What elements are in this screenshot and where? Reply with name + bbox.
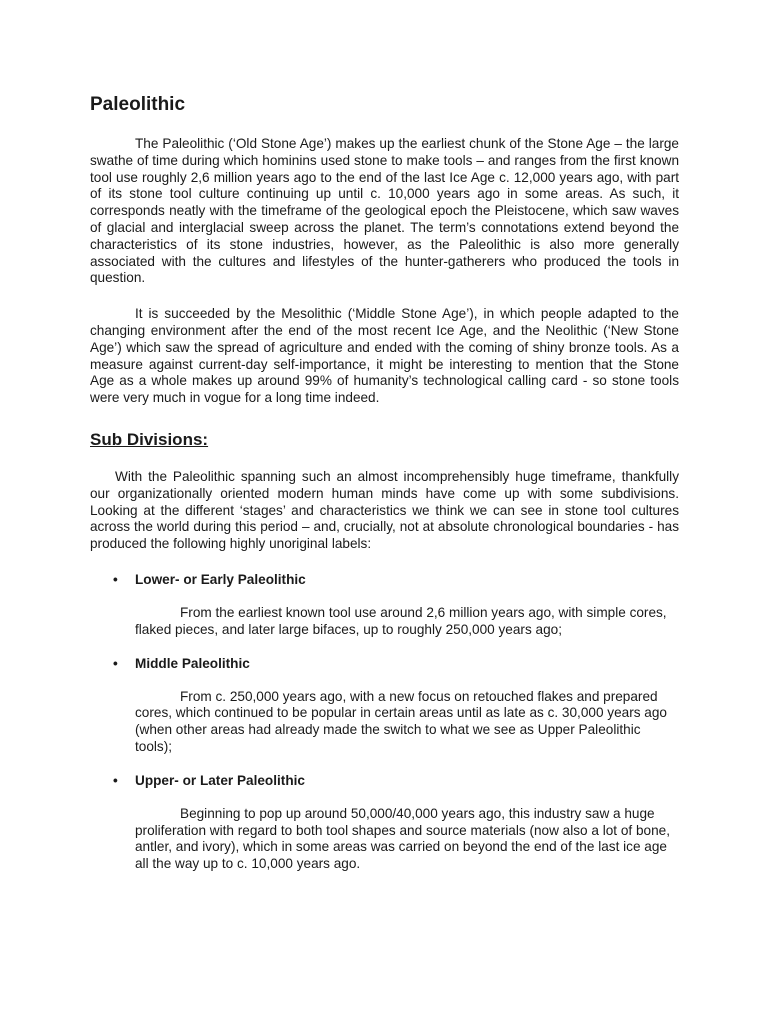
subdivision-list (90, 571, 679, 873)
list-item (90, 655, 679, 756)
subdivision-name: Lower- or Early Paleolithic (135, 571, 306, 587)
document-title: Paleolithic (90, 94, 186, 115)
subdivision-name: Middle Paleolithic (135, 655, 250, 671)
list-item (90, 571, 679, 639)
section-heading: Sub Divisions: (90, 429, 209, 449)
subdivision-description: Beginning to pop up around 50,000/40,000 years ago, this industry saw a huge proliferation with regard to both tool shapes and source materials (now also a lot of bone, antler, and ivory), which in some areas was carried on beyond the end of the last ice age all the way up to c. 10,000 years ago. (135, 805, 670, 872)
body-paragraph: It is succeeded by the Mesolithic (‘Middle Stone Age’), in which people adapted to the changing environment after the end of the most recent Ice Age, and the Neolithic (‘New Stone Age’) which saw the spread of agriculture and ended with the coming of shiny bronze tools. As a measure against current-day self-importance, it might be interesting to mention that the Stone Age as a whole makes up around 99% of humanity’s technological calling card - so stone tools were very much in vogue for a long time indeed. (90, 306, 679, 406)
subdivision-description: From the earliest known tool use around 2,6 million years ago, with simple cores, flaked pieces, and later large bifaces, up to roughly 250,000 years ago; (135, 604, 667, 637)
body-paragraph: The Paleolithic (‘Old Stone Age’) makes up the earliest chunk of the Stone Age – the large swathe of time during which hominins used stone to make tools – and ranges from the first known tool use roughly 2,6 million years ago to the end of the last Ice Age c. 12,000 years ago, with part of its stone tool culture continuing up until c. 10,000 years ago in some areas. As such, it corresponds neatly with the timeframe of the geological epoch the Pleistocene, which saw waves of glacial and interglacial sweep across the planet. The term’s connotations extend beyond the characteristics of its stone industries, however, as the Paleolithic is also more generally associated with the cultures and lifestyles of the hunter-gatherers who produced the tools in question. (90, 136, 679, 286)
document-content (90, 92, 679, 889)
section-intro-paragraph: With the Paleolithic spanning such an almost incomprehensibly huge timeframe, thankfully our organizationally oriented modern human minds have come up with some subdivisions. Looking at the different ‘stages’ and characteristics we think we can see in stone tool cultures across the world during this period – and, crucially, not at absolute chronological boundaries - has produced the following highly unoriginal labels: (90, 468, 679, 552)
bullet-icon: • (113, 571, 118, 587)
bullet-icon: • (113, 655, 118, 671)
subdivision-name: Upper- or Later Paleolithic (135, 772, 305, 788)
bullet-icon: • (113, 772, 118, 788)
list-item (90, 772, 679, 873)
subdivision-description: From c. 250,000 years ago, with a new focus on retouched flakes and prepared cores, which continued to be popular in certain areas until as late as c. 30,000 years ago (when other areas had already made the switch to what we see as Upper Paleolithic tools); (135, 688, 667, 754)
